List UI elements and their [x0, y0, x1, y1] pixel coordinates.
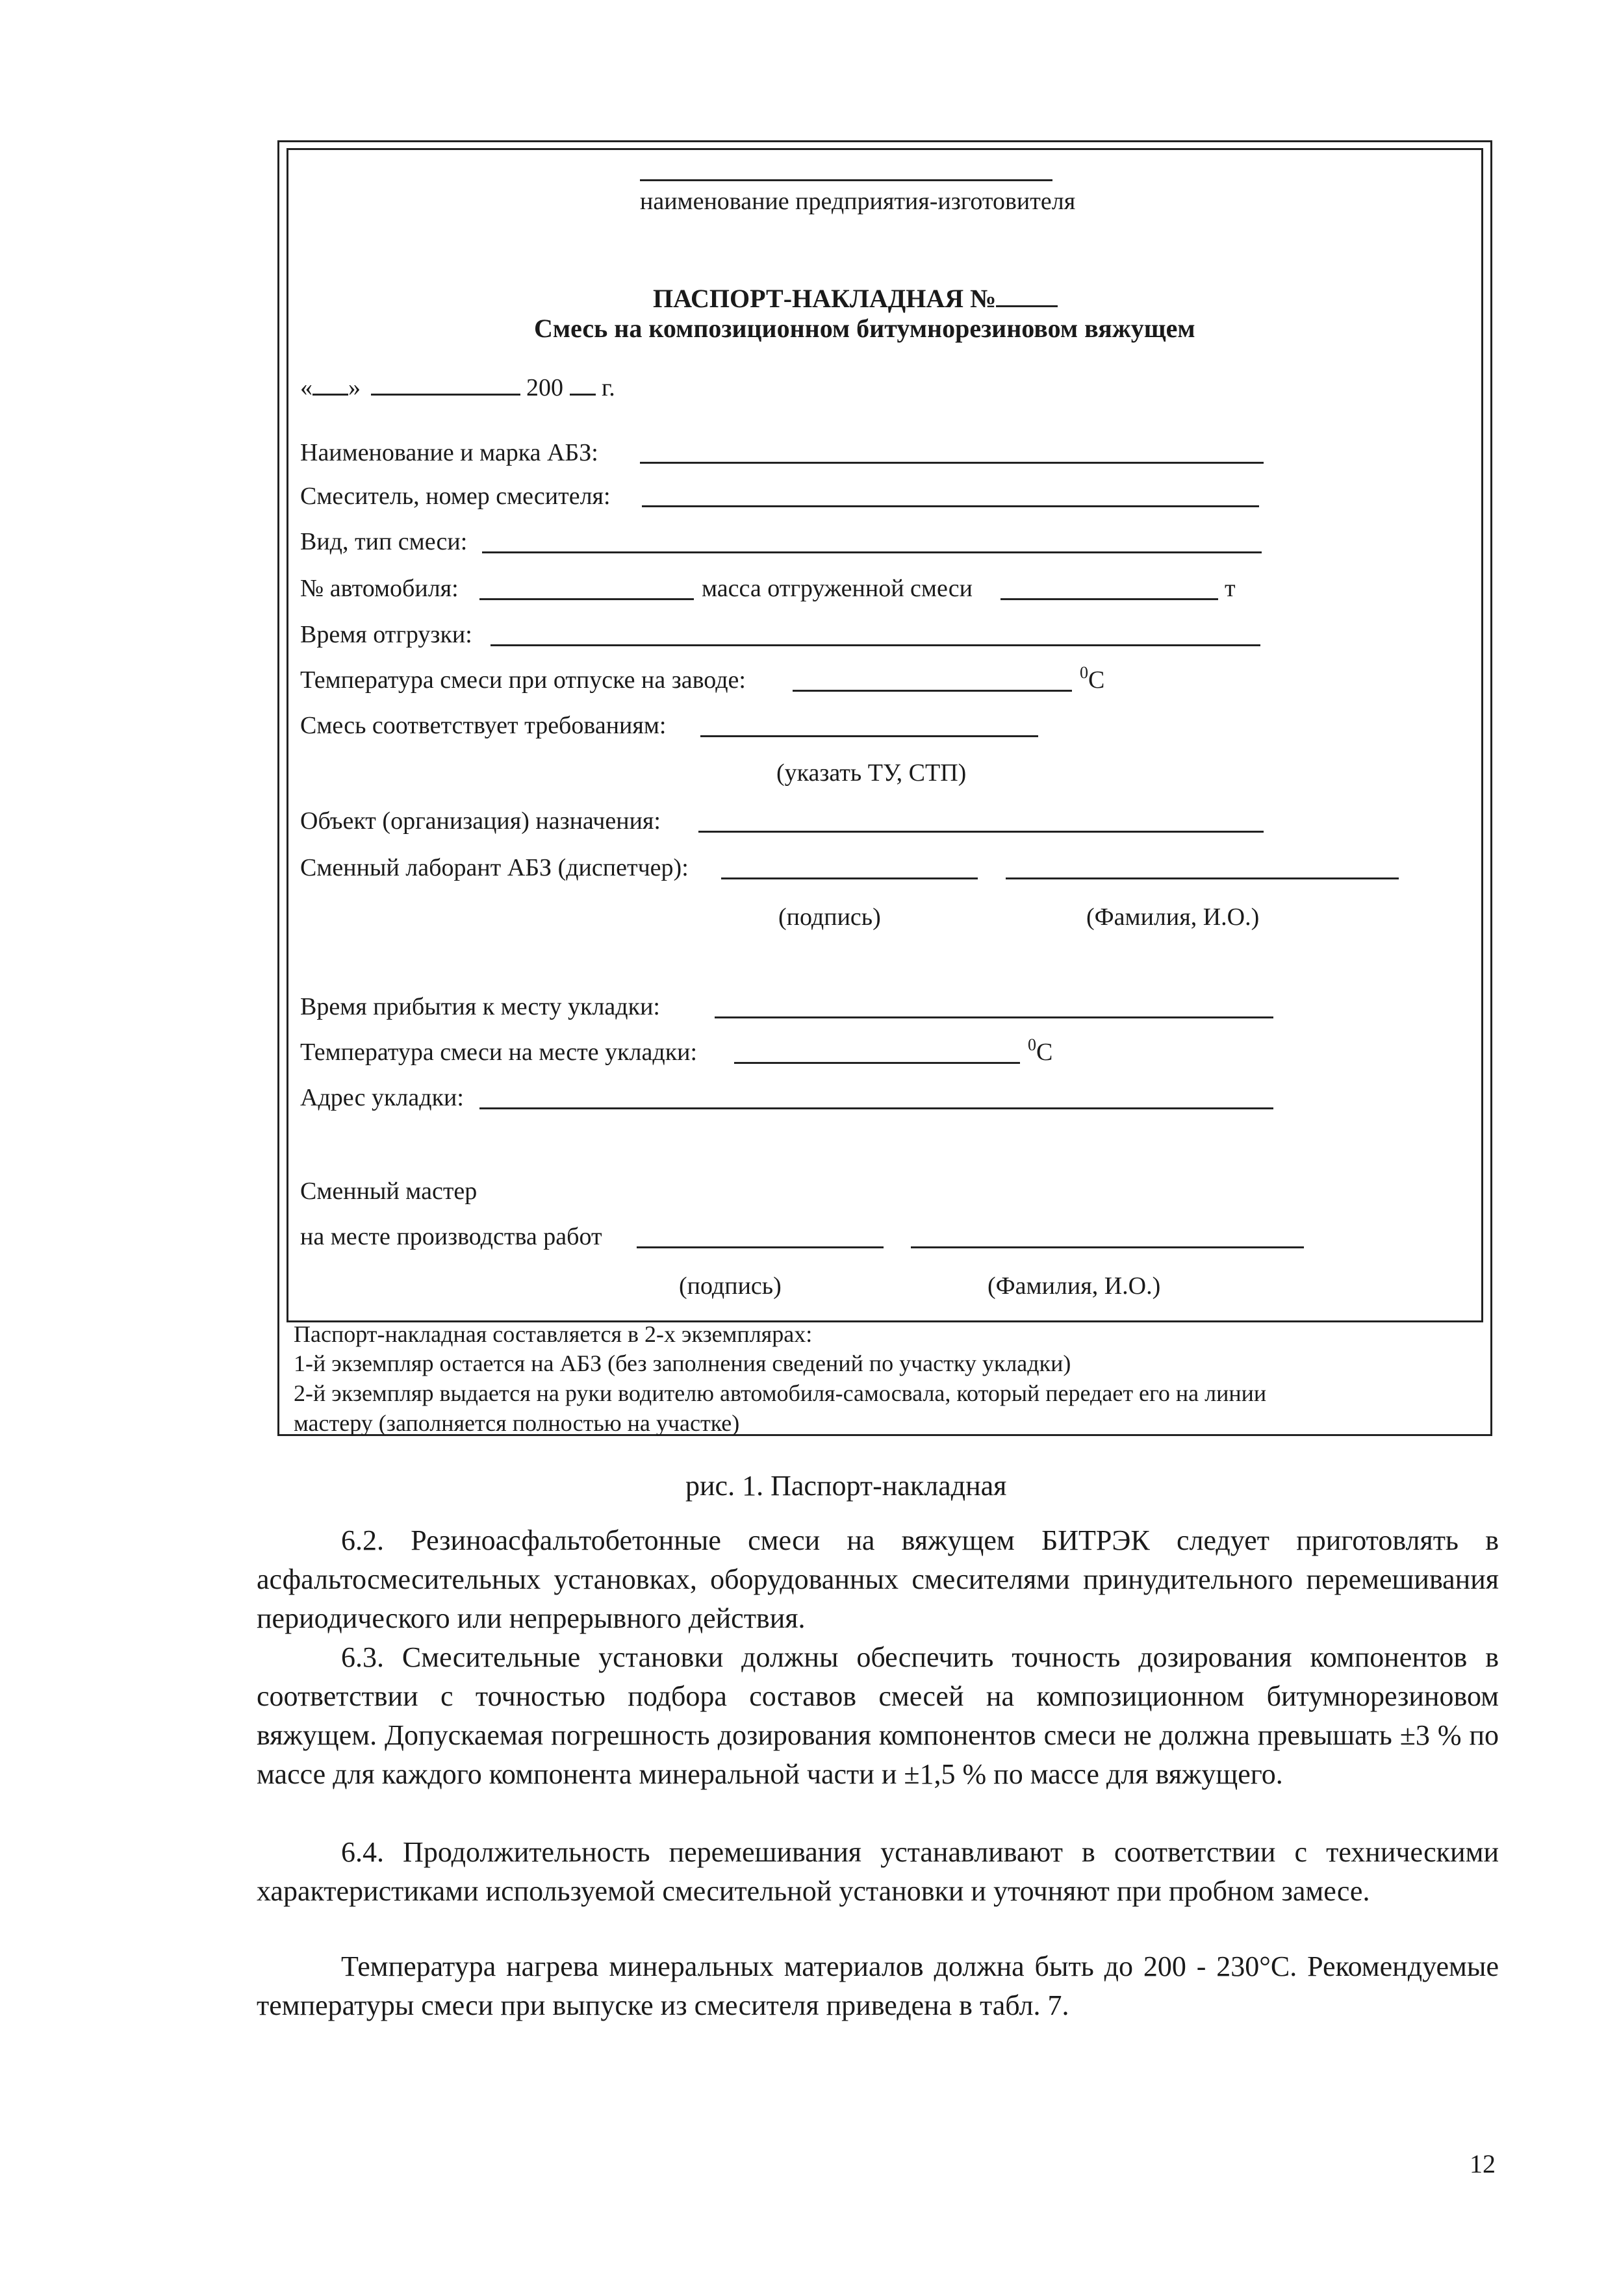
field-compliance-label: Смесь соответствует требованиям: [300, 712, 667, 739]
field-truck-label: № автомобиля: [300, 575, 459, 602]
master-label-2: на месте производства работ [300, 1223, 602, 1250]
field-mixer-line[interactable] [642, 505, 1259, 507]
field-destination-line[interactable] [698, 831, 1264, 833]
field-truck-line[interactable] [479, 598, 694, 600]
paragraph-6-2: 6.2. Резиноасфальтобетонные смеси на вяжущем БИТРЭК следует приготовлять в асфальтосмесительных установках, оборудованных смесителями принудительного перемешивания периодического или непрерывного действия. [257, 1524, 1499, 1634]
field-arrival-line[interactable] [715, 1016, 1273, 1018]
field-mixer-label: Смеситель, номер смесителя: [300, 483, 611, 510]
note-line-4: мастеру (заполняется полностью на участке) [294, 1410, 740, 1436]
field-address-line[interactable] [479, 1107, 1273, 1109]
field-arrival-label: Время прибытия к месту укладки: [300, 993, 660, 1020]
form-subtitle: Смесь на композиционном битумнорезиновом вяжущем [534, 314, 1195, 343]
compliance-hint: (указать ТУ, СТП) [776, 759, 967, 787]
master-label-1: Сменный мастер [300, 1178, 478, 1205]
note-line-3: 2-й экземпляр выдается на руки водителю автомобиля-самосвала, который передает его на линии [294, 1380, 1267, 1406]
paragraph-6-3: 6.3. Смесительные установки должны обеспечить точность дозирования компонентов в соответствии с точностью подбора составов смесей на композиционном битумнорезиновом вяжущем. Допускаемая погрешность дозирования компонентов смеси не должна превышать ±3 % по массе для каждого компонента минеральной части и ±1,5 % по массе для вяжущего. [257, 1641, 1499, 1790]
lab-signature-caption: (подпись) [778, 903, 881, 931]
note-line-2: 1-й экземпляр остается на АБЗ (без заполнения сведений по участку укладки) [294, 1350, 1071, 1376]
field-address-label: Адрес укладки: [300, 1084, 464, 1111]
figure-caption: рис. 1. Паспорт-накладная [685, 1470, 1007, 1502]
org-name-line [640, 179, 1052, 181]
field-temp-plant-line[interactable] [793, 690, 1072, 692]
lab-name-caption: (Фамилия, И.О.) [1086, 903, 1260, 931]
master-signature-line[interactable] [637, 1246, 884, 1248]
field-abz-line[interactable] [640, 462, 1264, 464]
field-ship-time-line[interactable] [491, 644, 1260, 646]
field-lab-signature-line[interactable] [721, 877, 978, 879]
master-signature-caption: (подпись) [679, 1272, 782, 1300]
field-mass-unit: т [1225, 575, 1236, 602]
field-destination-label: Объект (организация) назначения: [300, 807, 661, 835]
page-number: 12 [1470, 2149, 1496, 2178]
field-abz-label: Наименование и марка АБЗ: [300, 439, 598, 466]
field-mass-label: масса отгруженной смеси [702, 575, 973, 602]
master-name-caption: (Фамилия, И.О.) [988, 1272, 1161, 1300]
field-temp-plant-label: Температура смеси при отпуске на заводе: [300, 666, 746, 694]
org-caption: наименование предприятия-изготовителя [640, 188, 1076, 215]
field-compliance-line[interactable] [700, 735, 1038, 737]
form-title: ПАСПОРТ-НАКЛАДНАЯ № [653, 283, 1058, 314]
field-temp-site-line[interactable] [734, 1062, 1020, 1064]
note-line-1: Паспорт-накладная составляется в 2-х экземплярах: [294, 1321, 813, 1347]
field-ship-time-label: Время отгрузки: [300, 621, 472, 648]
paragraph-temperature: Температура нагрева минеральных материалов должна быть до 200 - 230°С. Рекомендуемые температуры смеси при выпуске из смесителя приведена в табл. 7. [257, 1950, 1499, 2021]
field-temp-site-label: Температура смеси на месте укладки: [300, 1039, 698, 1066]
field-lab-name-line[interactable] [1006, 877, 1399, 879]
master-name-line[interactable] [911, 1246, 1304, 1248]
form-date: « » 200 г. [300, 374, 615, 401]
paragraph-6-4: 6.4. Продолжительность перемешивания устанавливают в соответствии с техническими характеристиками используемой смесительной установки и уточняют при пробном замесе. [257, 1836, 1499, 1907]
temp-plant-unit: $^0$С [1080, 663, 1105, 694]
field-mass-line[interactable] [1001, 598, 1218, 600]
field-mix-type-line[interactable] [482, 551, 1262, 553]
temp-site-unit: $^0$С [1028, 1035, 1053, 1066]
field-lab-label: Сменный лаборант АБЗ (диспетчер): [300, 854, 689, 881]
field-mix-type-label: Вид, тип смеси: [300, 528, 468, 555]
